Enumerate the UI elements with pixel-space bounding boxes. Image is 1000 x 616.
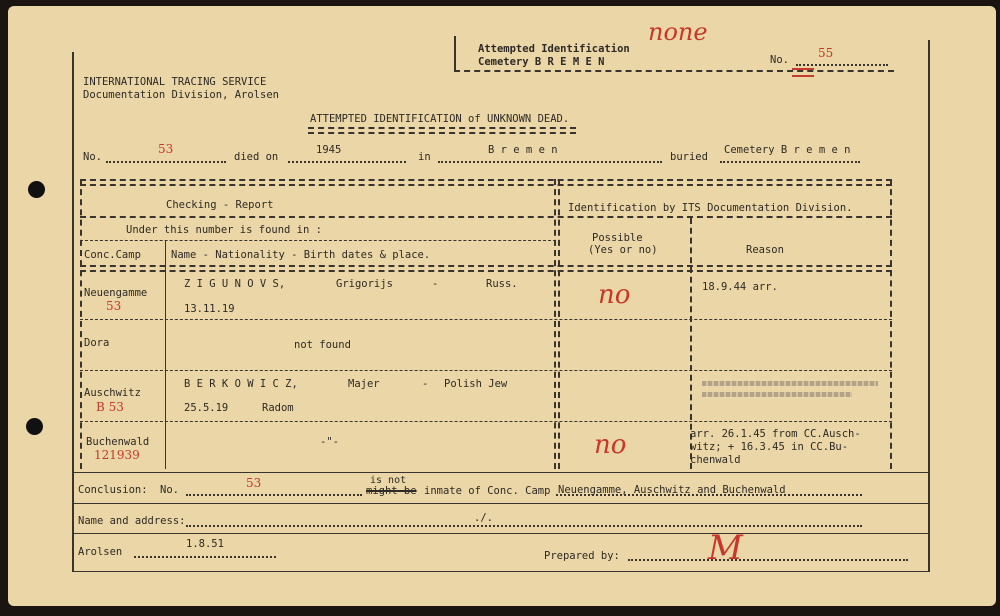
died-value: 1945 [316,144,342,156]
org-line1: INTERNATIONAL TRACING SERVICE [83,76,267,88]
row4-reason-line1: arr. 26.1.45 from CC.Ausch- [690,428,861,440]
row3-dash: - [422,378,429,390]
date-value: 1.8.51 [186,538,224,550]
row1-dash: - [432,278,439,290]
name-address-rule-bottom [72,533,930,534]
name-address-dots [186,525,862,527]
conclusion-no-value: 53 [246,476,262,490]
row3-firstname: Majer [348,378,380,390]
name-address-label: Name and address: [78,515,186,527]
name-address-value: ./. [474,512,493,524]
punch-hole-bottom [26,418,43,435]
table-left-line [80,179,82,469]
row2-camp: Dora [84,337,110,349]
row3-camp-no: B 53 [96,400,124,414]
row4-possible: no [594,430,627,460]
row1-reason: 18.9.44 arr. [702,281,778,293]
table-mid-line2 [558,179,560,469]
header-box-line1: Attempted Identification [478,43,630,55]
table-rule-1 [80,216,892,218]
died-label: died on [234,151,279,163]
buried-dots [720,161,860,163]
record-no-label: No. [83,151,102,163]
table-rule-r1 [80,319,892,320]
in-dots [438,161,662,163]
header-box-underline [454,70,894,72]
place-label: Arolsen [78,546,123,558]
table-rule-2 [80,240,556,241]
buried-label: buried [670,151,708,163]
left-border [72,52,74,572]
record-no-value: 53 [158,142,174,156]
table-camp-line [165,240,166,469]
checking-header: Checking - Report [166,199,274,211]
row1-nationality: Russ. [486,278,518,290]
conclusion-top-rule [72,472,930,473]
row1-possible: no [598,280,631,310]
conclusion-no-label: No. [160,484,179,496]
died-dots [288,161,406,163]
page-title: ATTEMPTED IDENTIFICATION of UNKNOWN DEAD. [310,113,570,125]
row1-firstname: Grigorijs [336,278,393,290]
row3-birthplace: Radom [262,402,294,414]
org-line2: Documentation Division, Arolsen [83,89,279,101]
row1-name: Z I G U N O V S, [184,278,286,290]
row1-camp: Neuengamme [84,287,148,299]
prepared-signature: M [708,528,743,568]
header-no-label: No. [770,54,789,66]
conclusion-label: Conclusion: [78,484,148,496]
handwritten-none: none [648,18,708,46]
table-top-double [80,179,892,186]
table-rule-r2 [80,370,892,371]
row1-camp-no: 53 [106,299,122,313]
punch-hole-top [28,181,45,198]
record-no-dots [106,161,226,163]
in-value: B r e m e n [488,144,558,156]
in-label: in [418,151,431,163]
name-address-rule-top [72,503,930,504]
row4-camp: Buchenwald [86,436,150,448]
row3-reason-erased [702,381,878,386]
under-number-text: Under this number is found in : [126,224,322,236]
col-reason-header: Reason [746,244,784,256]
conclusion-no-dots [186,494,362,496]
header-no-strike [792,68,814,77]
row4-camp-no: 121939 [94,448,140,462]
header-box-left [454,36,456,70]
table-header-double [80,265,892,272]
col-camp-header: Conc.Camp [84,249,141,261]
row2-name: not found [294,339,351,351]
table-right-line [890,179,892,469]
conclusion-struck: might be [366,485,417,497]
buried-value: Cemetery B r e m e n [724,144,851,156]
conclusion-camps: Neuengamme, Auschwitz and Buchenwald [558,484,786,496]
bottom-border [72,571,930,572]
row3-name: B E R K O W I C Z, [184,378,298,390]
header-no-value: 55 [818,46,834,60]
row3-nationality: Polish Jew [444,378,508,390]
header-box-line2: Cemetery B R E M E N [478,56,605,68]
row1-birth: 13.11.19 [184,303,235,315]
title-double-underline [308,127,576,134]
document-card [8,6,996,606]
right-border [928,40,930,572]
row3-camp: Auschwitz [84,387,141,399]
prepared-dots [628,559,908,561]
header-no-dots [796,64,888,66]
row3-reason-erased2 [702,392,852,397]
prepared-label: Prepared by: [544,550,620,562]
table-rule-r3 [80,421,892,422]
row4-reason-line3: chenwald [690,454,741,466]
col-possible-header2: (Yes or no) [588,244,658,256]
row4-reason-line2: witz; + 16.3.45 in CC.Bu- [690,441,849,453]
table-mid-line [554,179,556,469]
col-possible-header1: Possible [592,232,643,244]
place-dots [134,556,276,558]
row3-birth: 25.5.19 [184,402,229,414]
identification-header: Identification by ITS Documentation Division. [568,202,853,214]
col-name-header: Name - Nationality - Birth dates & place. [171,249,431,261]
conclusion-inmate-text: inmate of Conc. Camp [424,485,551,497]
row4-name: -"- [320,436,339,448]
conclusion-isnot: is not [370,475,407,486]
